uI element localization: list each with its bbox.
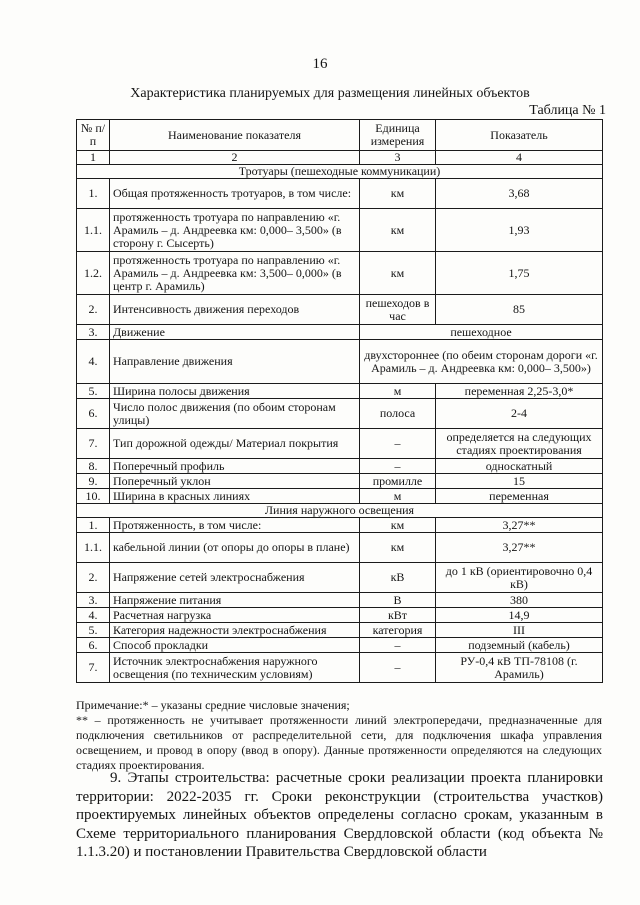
construction-stages-paragraph	[76, 769, 603, 862]
row-value: до 1 кВ (ориентировочно 0,4 кВ)	[436, 563, 603, 593]
table-row	[77, 295, 603, 325]
row-unit: –	[360, 459, 436, 474]
row-value: 3,68	[436, 179, 603, 209]
row-unit: км	[360, 179, 436, 209]
row-value: 15	[436, 474, 603, 489]
table-row	[77, 489, 603, 504]
row-num: 7.	[77, 429, 110, 459]
note-length: ** – протяженность не учитывает протяженности линий электропередачи, предназначенные для подключения светильников от распределительной сети, для подключения шкафа управления освещением, и провод в опору (ввод в опору). Данные протяженности определяются на следующих стадиях проектирования.	[76, 713, 602, 772]
header-index: 2	[110, 151, 360, 165]
row-value: III	[436, 623, 603, 638]
row-unit: м	[360, 489, 436, 504]
document-title: Характеристика планируемых для размещения линейных объектов	[130, 86, 530, 101]
row-value: 2-4	[436, 399, 603, 429]
row-num: 1.	[77, 518, 110, 533]
header-index: 3	[360, 151, 436, 165]
table-row	[77, 325, 603, 340]
table-row	[77, 384, 603, 399]
row-unit: В	[360, 593, 436, 608]
row-num: 3.	[77, 593, 110, 608]
row-name: Способ прокладки	[110, 638, 360, 653]
row-unit: км	[360, 533, 436, 563]
section-title: Тротуары (пешеходные коммуникации)	[77, 165, 603, 179]
row-value: односкатный	[436, 459, 603, 474]
row-num: 8.	[77, 459, 110, 474]
row-num: 3.	[77, 325, 110, 340]
row-value: 1,93	[436, 209, 603, 252]
row-value: 85	[436, 295, 603, 325]
row-num: 1.2.	[77, 252, 110, 295]
table-row	[77, 533, 603, 563]
header-unit: Единица измерения	[360, 120, 436, 151]
row-value: 1,75	[436, 252, 603, 295]
row-unit: км	[360, 209, 436, 252]
row-num: 1.	[77, 179, 110, 209]
row-num: 7.	[77, 653, 110, 683]
row-name: протяженность тротуара по направлению «г. Арамиль – д. Андреевка км: 3,500– 0,000» (в центр г. Арамиль)	[110, 252, 360, 295]
row-name: Категория надежности электроснабжения	[110, 623, 360, 638]
row-unit: кВ	[360, 563, 436, 593]
row-name: Общая протяженность тротуаров, в том числе:	[110, 179, 360, 209]
row-unit: промилле	[360, 474, 436, 489]
row-value: подземный (кабель)	[436, 638, 603, 653]
row-num: 5.	[77, 623, 110, 638]
row-value: 380	[436, 593, 603, 608]
row-unit: категория	[360, 623, 436, 638]
row-unit: полоса	[360, 399, 436, 429]
row-name: Поперечный уклон	[110, 474, 360, 489]
row-num: 2.	[77, 563, 110, 593]
row-value: переменная	[436, 489, 603, 504]
row-name: Расчетная нагрузка	[110, 608, 360, 623]
row-num: 5.	[77, 384, 110, 399]
row-unit: кВт	[360, 608, 436, 623]
row-name: Протяженность, в том числе:	[110, 518, 360, 533]
row-name: кабельной линии (от опоры до опоры в плане)	[110, 533, 360, 563]
row-num: 4.	[77, 608, 110, 623]
section-header	[77, 165, 603, 179]
row-num: 4.	[77, 340, 110, 384]
table-row	[77, 209, 603, 252]
row-num: 10.	[77, 489, 110, 504]
row-value: определяется на следующих стадиях проектирования	[436, 429, 603, 459]
section-header	[77, 504, 603, 518]
row-value: пешеходное	[360, 325, 603, 340]
header-index-row	[77, 151, 603, 165]
row-value: двухстороннее (по обеим сторонам дороги «г. Арамиль – д. Андреевка км: 0,000– 3,500»)	[360, 340, 603, 384]
row-unit: м	[360, 384, 436, 399]
header-name: Наименование показателя	[110, 120, 360, 151]
row-name: Ширина в красных линиях	[110, 489, 360, 504]
table-row	[77, 623, 603, 638]
row-value: 3,27**	[436, 518, 603, 533]
row-name: Поперечный профиль	[110, 459, 360, 474]
header-value: Показатель	[436, 120, 603, 151]
row-num: 6.	[77, 399, 110, 429]
row-unit: –	[360, 653, 436, 683]
row-name: Напряжение питания	[110, 593, 360, 608]
section-title: Линия наружного освещения	[77, 504, 603, 518]
table-row	[77, 608, 603, 623]
characteristics-table	[76, 119, 603, 683]
row-unit: пешеходов в час	[360, 295, 436, 325]
row-value: 14,9	[436, 608, 603, 623]
row-unit: –	[360, 429, 436, 459]
table-row	[77, 518, 603, 533]
table-label: Таблица № 1	[529, 103, 606, 118]
table-row	[77, 593, 603, 608]
row-unit: км	[360, 252, 436, 295]
row-num: 1.1.	[77, 533, 110, 563]
table-notes	[76, 698, 602, 773]
row-num: 1.1.	[77, 209, 110, 252]
table-row	[77, 563, 603, 593]
row-name: Направление движения	[110, 340, 360, 384]
table-row	[77, 638, 603, 653]
paragraph-text: 9. Этапы строительства: расчетные сроки реализации проекта планировки территории: 2022-2035 гг. Сроки реконструкции (строительства участков) проектируемых линейных объектов определены согласно срокам, указанным в Схеме территориального планирования Свердловской области (код объекта № 1.1.3.20) и постановлении Правительства Свердловской области	[76, 770, 603, 860]
row-value: переменная 2,25-3,0*	[436, 384, 603, 399]
row-value: 3,27**	[436, 533, 603, 563]
table-row	[77, 653, 603, 683]
row-name: Источник электроснабжения наружного освещения (по техническим условиям)	[110, 653, 360, 683]
table-row	[77, 459, 603, 474]
row-unit: –	[360, 638, 436, 653]
table-row	[77, 399, 603, 429]
row-name: Движение	[110, 325, 360, 340]
page-number: 16	[312, 56, 328, 72]
row-name: Напряжение сетей электроснабжения	[110, 563, 360, 593]
table-row	[77, 340, 603, 384]
row-num: 6.	[77, 638, 110, 653]
table-row	[77, 429, 603, 459]
row-num: 2.	[77, 295, 110, 325]
row-name: протяженность тротуара по направлению «г. Арамиль – д. Андреевка км: 0,000– 3,500» (в сторону г. Сысерть)	[110, 209, 360, 252]
row-num: 9.	[77, 474, 110, 489]
table-row	[77, 252, 603, 295]
row-name: Интенсивность движения переходов	[110, 295, 360, 325]
table-header-row	[77, 120, 603, 151]
header-index: 4	[436, 151, 603, 165]
row-value: РУ-0,4 кВ ТП-78108 (г. Арамиль)	[436, 653, 603, 683]
table-row	[77, 179, 603, 209]
header-num: № п/п	[77, 120, 110, 151]
row-name: Число полос движения (по обоим сторонам улицы)	[110, 399, 360, 429]
row-unit: км	[360, 518, 436, 533]
table-row	[77, 474, 603, 489]
row-name: Тип дорожной одежды/ Материал покрытия	[110, 429, 360, 459]
note-average: Примечание:* – указаны средние числовые значения;	[76, 698, 350, 712]
row-name: Ширина полосы движения	[110, 384, 360, 399]
header-index: 1	[77, 151, 110, 165]
